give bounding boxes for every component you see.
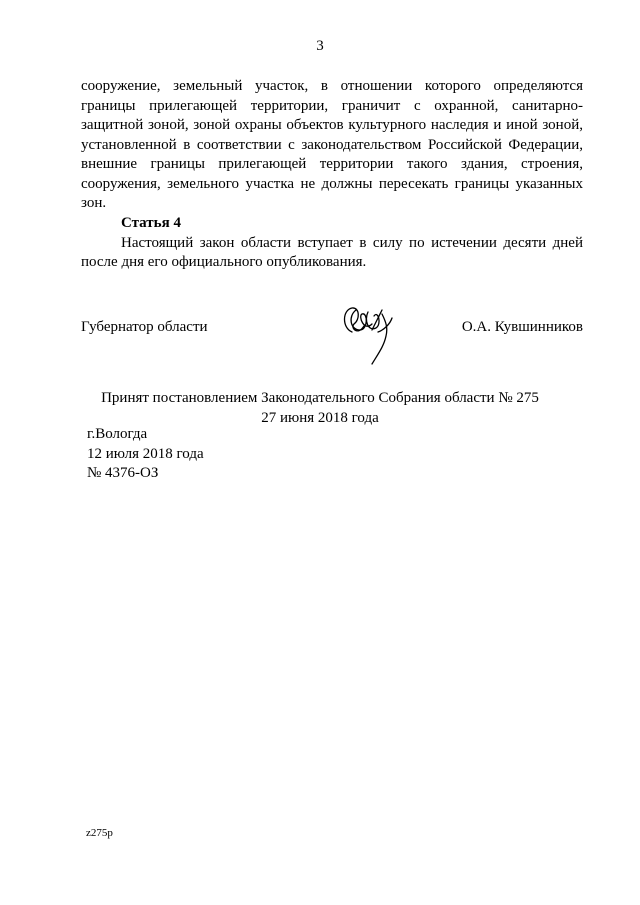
adoption-line-1: Принят постановлением Законодательного Собрания области № 275: [101, 390, 539, 406]
governor-title: Губернатор области: [81, 319, 208, 335]
city: г.Вологда: [87, 426, 148, 442]
document-code: z275p: [86, 827, 113, 839]
adoption-statement: [0, 389, 640, 428]
article-text: Настоящий закон области вступает в силу по истечении десяти дней после дня его официального опубликования.: [81, 234, 583, 270]
article-heading: Статья 4: [121, 215, 181, 231]
handwritten-signature-icon: [338, 302, 408, 372]
adoption-line-2: 27 июня 2018 года: [261, 409, 379, 426]
signing-date: 12 июля 2018 года: [87, 445, 204, 462]
law-number: № 4376-ОЗ: [87, 465, 159, 481]
place-date-number: [87, 425, 204, 484]
page-number: 3: [316, 38, 324, 54]
body-paragraph: сооружение, земельный участок, в отношении которого определяются границы прилегающей территории, граничит с охранной, санитарно-защитной зоной, зоной охраны объектов культурного наследия и иной зоной, установленной в соответствии с законодательством Российской Федерации, внешние границы прилегающей территории такого здания, строения, сооружения, земельного участка не должны пересекать границы указанных зон.: [81, 78, 583, 211]
signature-block: [81, 318, 583, 388]
article-4: [81, 214, 583, 273]
governor-name: О.А. Кувшинников: [461, 319, 583, 335]
